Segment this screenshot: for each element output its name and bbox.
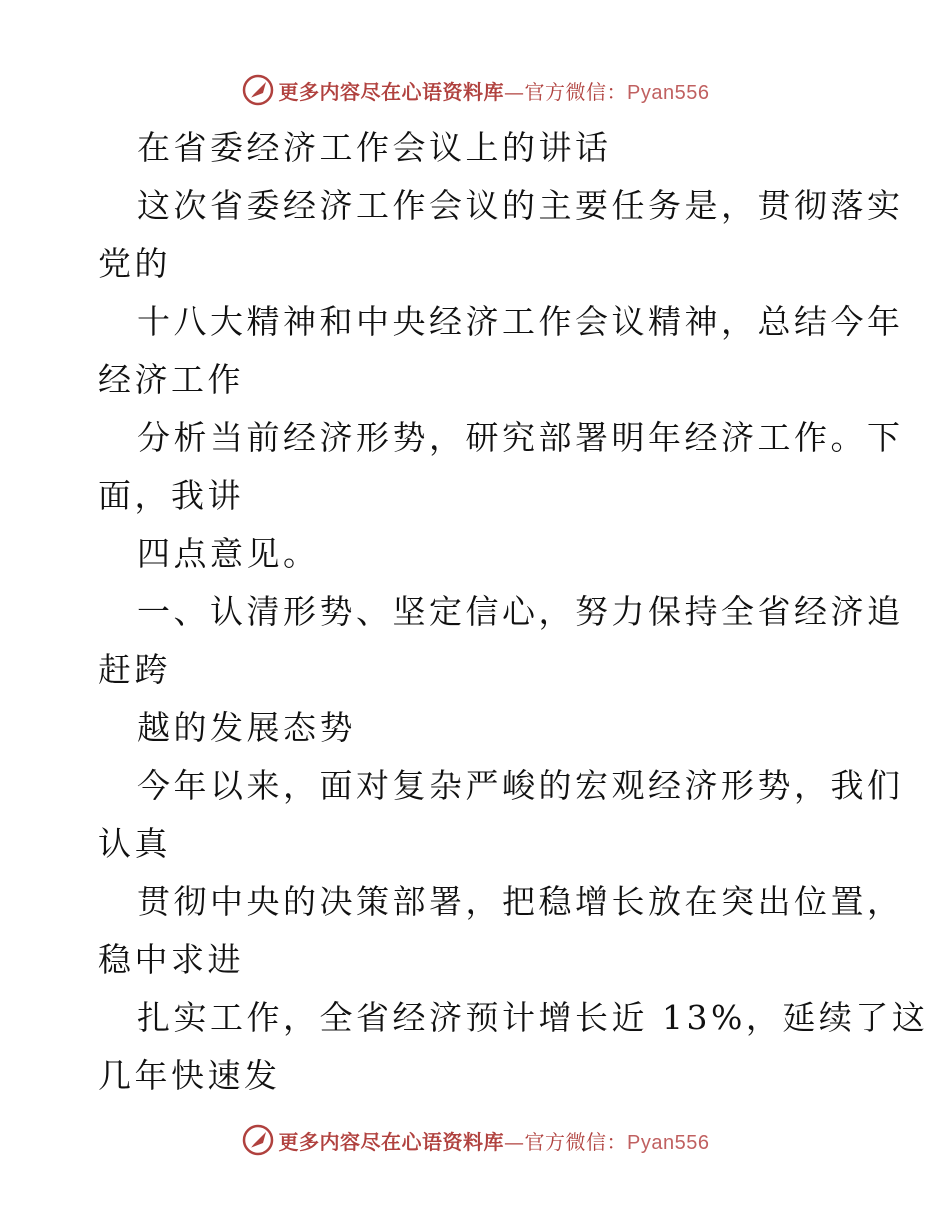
footer-banner xyxy=(0,1122,950,1158)
banner-library-name: 更多内容尽在心语资料库 xyxy=(278,79,505,104)
paragraph-line: 十八大精神和中央经济工作会议精神，总结今年 xyxy=(137,302,904,341)
paragraph-line: 经济工作 xyxy=(98,360,244,399)
section-heading: 一、认清形势、坚定信心，努力保持全省经济追 xyxy=(137,592,904,631)
paragraph-line: 认真 xyxy=(98,824,171,863)
paragraph-line: 分析当前经济形势，研究部署明年经济工作。下 xyxy=(137,418,904,457)
quill-logo-icon xyxy=(241,73,275,107)
quill-logo-icon xyxy=(241,1123,275,1157)
paragraph-line: 四点意见。 xyxy=(137,534,320,573)
banner-text xyxy=(279,1126,710,1155)
paragraph-line: 面，我讲 xyxy=(98,476,244,515)
banner-wechat-id: Pyan556 xyxy=(627,81,710,104)
paragraph-line: 贯彻中央的决策部署，把稳增长放在突出位置， xyxy=(137,882,904,921)
banner-wechat-label: 官方微信： xyxy=(524,1129,628,1154)
paragraph-line: 这次省委经济工作会议的主要任务是，贯彻落实 xyxy=(137,186,904,225)
header-banner xyxy=(0,72,950,108)
banner-text xyxy=(279,76,710,105)
banner-wechat-label: 官方微信： xyxy=(524,79,628,104)
paragraph-line: 稳中求进 xyxy=(98,940,244,979)
paragraph-line: 扎实工作，全省经济预计增长近 13%，延续了这 xyxy=(137,998,929,1037)
banner-library-name: 更多内容尽在心语资料库 xyxy=(278,1129,505,1154)
document-title: 在省委经济工作会议上的讲话 xyxy=(137,128,612,167)
section-heading: 越的发展态势 xyxy=(137,708,356,747)
paragraph-line: 几年快速发 xyxy=(98,1056,281,1095)
banner-separator: — xyxy=(504,1129,525,1154)
paragraph-line: 今年以来，面对复杂严峻的宏观经济形势，我们 xyxy=(137,766,904,805)
paragraph-line: 党的 xyxy=(98,244,171,283)
banner-separator: — xyxy=(504,79,525,104)
banner-wechat-id: Pyan556 xyxy=(627,1131,710,1154)
section-heading: 赶跨 xyxy=(98,650,171,689)
